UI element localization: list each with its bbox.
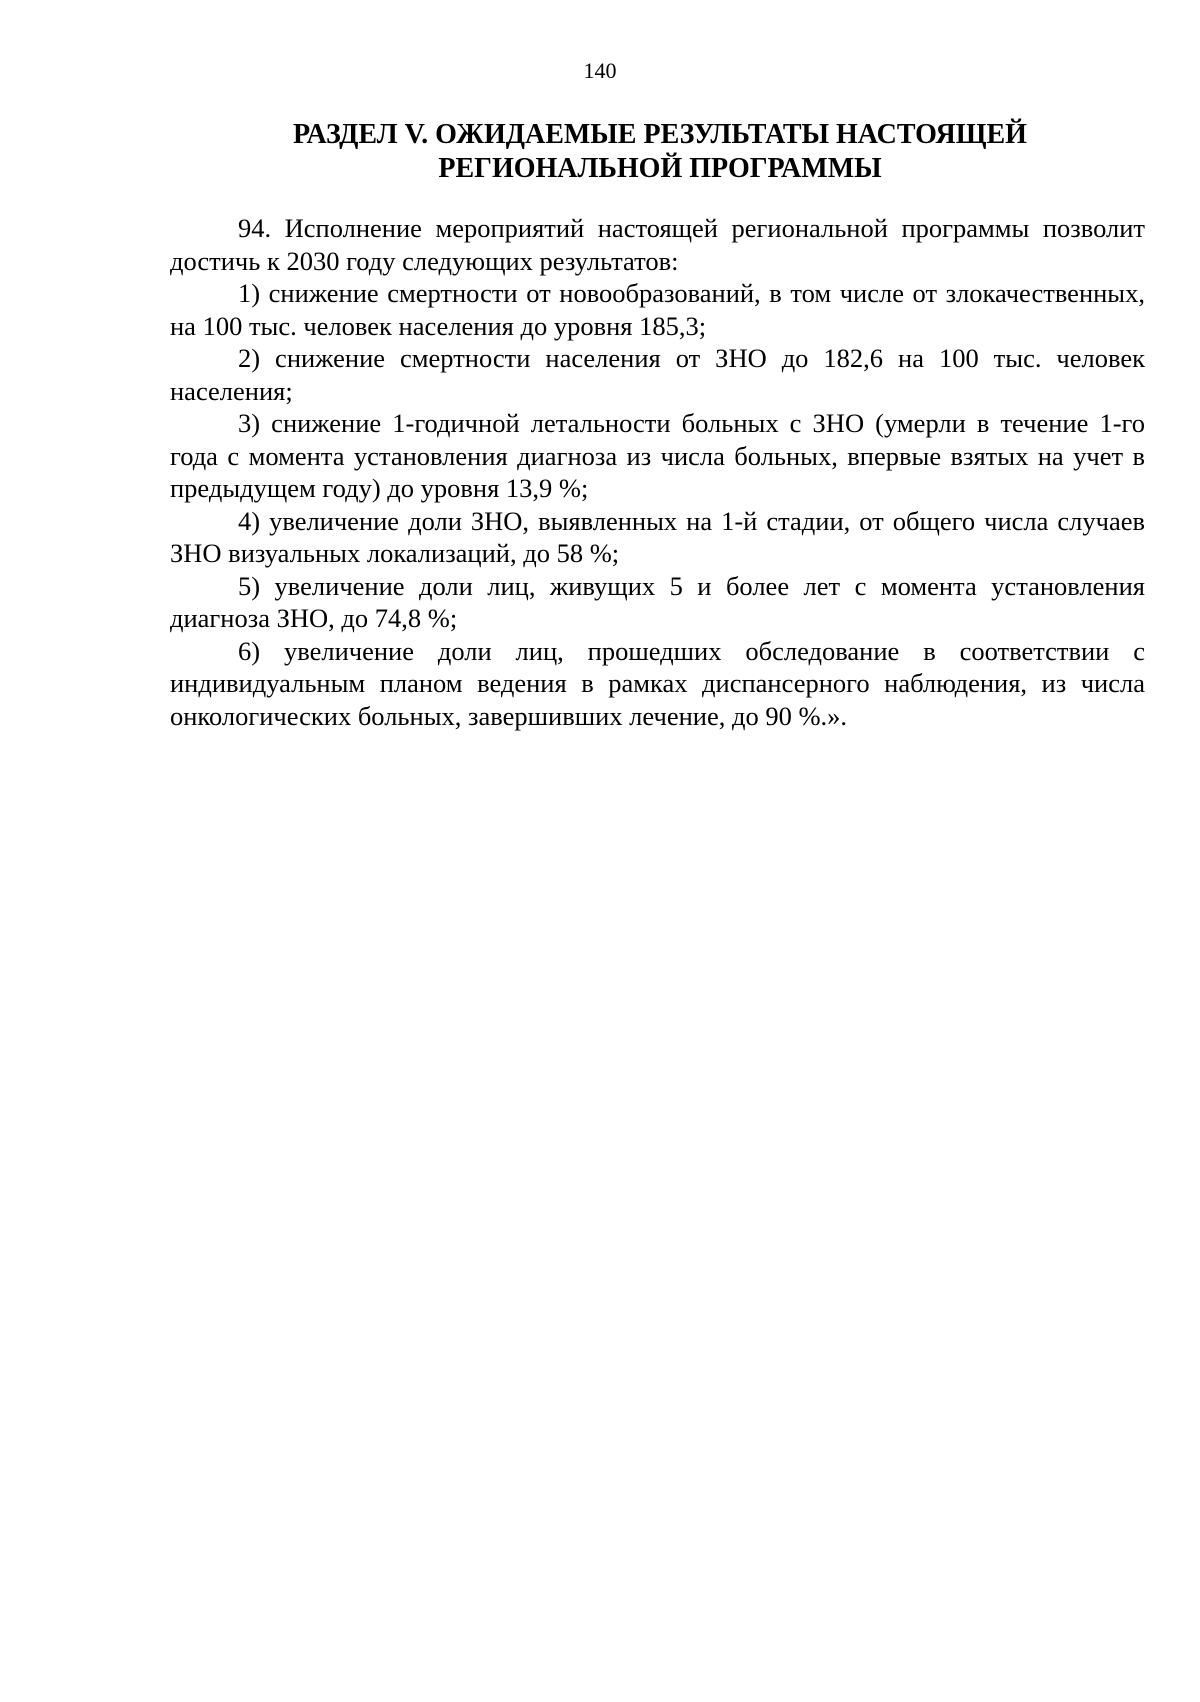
- section-heading-line-1: РАЗДЕЛ V. ОЖИДАЕМЫЕ РЕЗУЛЬТАТЫ НАСТОЯЩЕЙ: [293, 119, 1027, 150]
- result-item-1: 1) снижение смертности от новообразований, в том числе от злокачественных, на 100 тыс. человек населения до уровня 185,3;: [170, 278, 1145, 341]
- result-item-3: 3) снижение 1-годичной летальности больных с ЗНО (умерли в течение 1-го года с момента установления диагноза из числа больных, впервые взятых на учет в предыдущем году) до уровня 13,9 %;: [170, 408, 1145, 503]
- result-item-2: 2) снижение смертности населения от ЗНО до 182,6 на 100 тыс. человек населения;: [170, 343, 1145, 406]
- section-heading-line-2: РЕГИОНАЛЬНОЙ ПРОГРАММЫ: [438, 153, 882, 184]
- page-number: 140: [583, 58, 617, 83]
- result-item-4: 4) увеличение доли ЗНО, выявленных на 1-й стадии, от общего числа случаев ЗНО визуальных локализаций, до 58 %;: [170, 505, 1145, 568]
- section-heading: [170, 118, 1150, 186]
- result-item-5: 5) увеличение доли лиц, живущих 5 и более лет с момента установления диагноза ЗНО, до 74,8 %;: [170, 570, 1145, 633]
- result-item-6: 6) увеличение доли лиц, прошедших обследование в соответствии с индивидуальным планом ведения в рамках диспансерного наблюдения, из числа онкологических больных, завершивших лечение, до 90 %.».: [170, 635, 1145, 731]
- paragraph-94-intro: 94. Исполнение мероприятий настоящей региональной программы позволит достичь к 2030 году следующих результатов:: [170, 213, 1145, 276]
- document-body: [170, 212, 1145, 732]
